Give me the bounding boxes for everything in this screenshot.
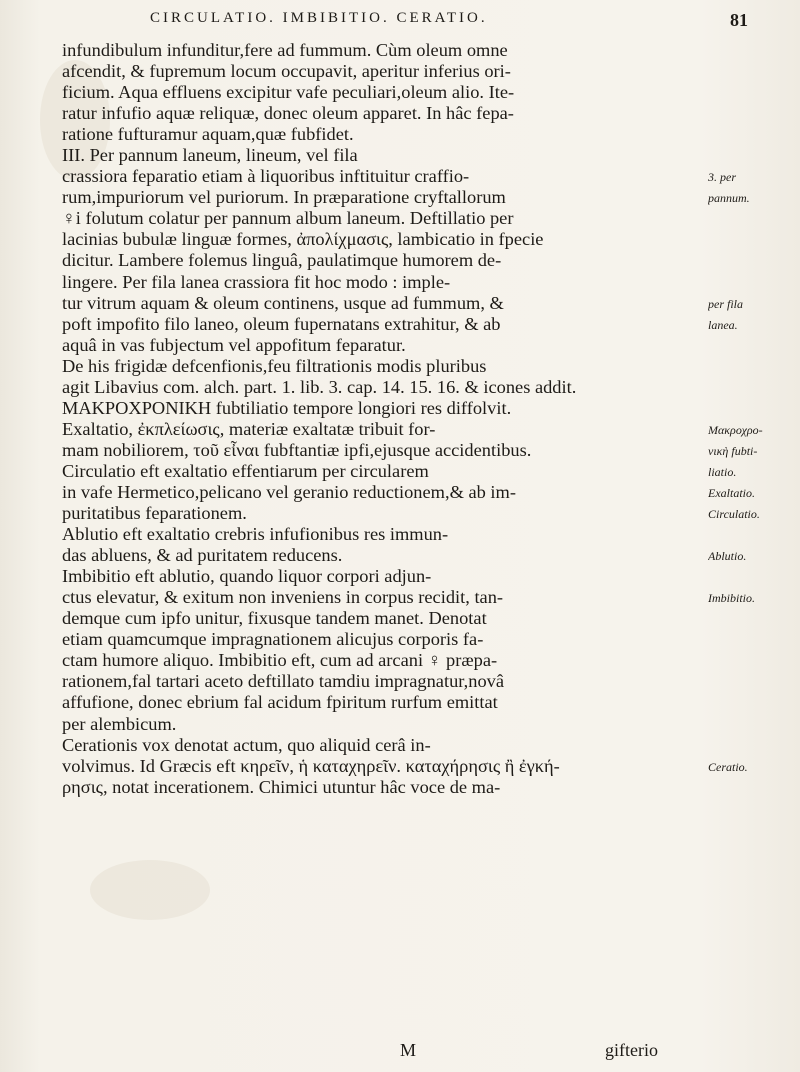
text-line: in vafe Hermetico,pelicano vel geranio reductionem,& ab im- <box>62 481 516 502</box>
text-line: ratur infufio aquæ reliquæ, donec oleum apparet. In hâc fepa- <box>62 103 514 124</box>
margin-note: lanea. <box>708 317 738 332</box>
text-line: mam nobiliorem, τοῦ εἶναι fubftantiæ ipfi,ejusque accidentibus. <box>62 439 532 460</box>
text-line: Ablutio eft exaltatio crebris infufionibus res immun- <box>62 524 449 545</box>
text-line: Exaltatio, ἐκπλείωσις, materiæ exaltatæ tribuit for- <box>62 418 436 439</box>
text-line: rationem,fal tartari aceto deftillato tamdiu impragnatur,novâ <box>62 671 504 692</box>
margin-note: Circulatio. <box>708 507 760 522</box>
margin-note: pannum. <box>708 191 750 206</box>
text-line: etiam quamcumque impragnationem alicujus corporis fa- <box>62 629 484 650</box>
main-text-block <box>62 40 702 798</box>
text-line: poft impofito filo laneo, oleum fupernatans extrahitur, & ab <box>62 313 501 334</box>
text-line: dicitur. Lambere folemus linguâ, paulatimque humorem de- <box>62 250 502 271</box>
margin-note: liatio. <box>708 465 737 479</box>
text-line: lingere. Per fila lanea crassiora fit hoc modo : imple- <box>62 271 451 292</box>
text-line: ctam humore aliquo. Imbibitio eft, cum ad arcani ♀ præpa- <box>62 650 498 671</box>
margin-note: Μακροχρο- <box>708 422 763 437</box>
running-title: CIRCULATIO. IMBIBITIO. CERATIO. <box>150 10 488 26</box>
text-line: puritatibus feparationem. <box>62 503 247 524</box>
text-line: Imbibitio eft ablutio, quando liquor corpori adjun- <box>62 566 432 587</box>
text-line: De his frigidæ defcenfionis,feu filtrationis modis pluribus <box>62 355 487 376</box>
text-line: rum,impuriorum vel puriorum. In præparatione cryftallorum <box>62 187 506 208</box>
text-line: Cerationis vox denotat actum, quo aliquid cerâ in- <box>62 734 431 755</box>
text-line: affufione, donec ebrium fal acidum fpiritum rurfum emittat <box>62 692 498 713</box>
text-line: ΜΑΚΡΟΧΡΟΝΙΚΗ fubtiliatio tempore longiori res diffolvit. <box>62 397 512 418</box>
text-line: ficium. Aqua effluens excipitur vafe peculiari,oleum alio. Ite- <box>62 82 515 103</box>
text-line: ♀i folutum colatur per pannum album laneum. Deftillatio per <box>62 208 514 229</box>
margin-note: Imbibitio. <box>708 591 755 606</box>
margin-note: Ceratio. <box>708 759 748 774</box>
text-line: ratione fufturamur aquam,quæ fubfidet. <box>62 124 354 145</box>
text-line: ctus elevatur, & exitum non inveniens in corpus recidit, tan- <box>62 587 504 608</box>
text-line: infundibulum infunditur,fere ad fummum. Cùm oleum omne <box>62 40 508 60</box>
text-line: agit Libavius com. alch. part. 1. lib. 3. cap. 14. 15. 16. & icones addit. <box>62 376 577 397</box>
text-line: demque cum ipfo unitur, fixusque tandem manet. Denotat <box>62 608 487 629</box>
signature-mark: M <box>400 1040 417 1060</box>
text-line: ρησις, notat inceratiοnem. Chimici utuntur hâc voce de ma- <box>62 776 501 797</box>
margin-note: 3. per <box>708 170 736 185</box>
text-line: per alembicum. <box>62 713 177 734</box>
catchword: gifterio <box>605 1040 658 1060</box>
margin-note: Exaltatio. <box>708 486 755 501</box>
text-line: das abluens, & ad puritatem reducens. <box>62 545 343 566</box>
margin-note: νικὴ fubti- <box>708 443 758 458</box>
text-line: crassiora feparatio etiam à liquoribus inftituitur craffio- <box>62 166 470 187</box>
page-number: 81 <box>730 10 748 30</box>
paper-stain <box>90 860 210 920</box>
text-line: tur vitrum aquam & oleum continens, usque ad fummum, & <box>62 292 504 313</box>
text-line: Circulatio eft exaltatio effentiarum per circularem <box>62 460 429 481</box>
text-line: aquâ in vas fubjectum vel appofitum feparatur. <box>62 334 406 355</box>
text-line: III. Per pannum laneum, lineum, vel fila <box>62 145 358 166</box>
text-line: lacinias bubulæ linguæ formes, ἀπολίχμασις, lambicatio in fpecie <box>62 229 544 250</box>
margin-note: per fila <box>708 296 743 311</box>
text-line: volvimus. Id Græcis eft κηρεῖν, ἡ καταχηρεῖν. καταχήρησις ἢ ἐγκή- <box>62 755 560 776</box>
margin-note: Ablutio. <box>708 549 747 564</box>
text-line: afcendit, & fupremum locum occupavit, aperitur inferius ori- <box>62 61 511 82</box>
